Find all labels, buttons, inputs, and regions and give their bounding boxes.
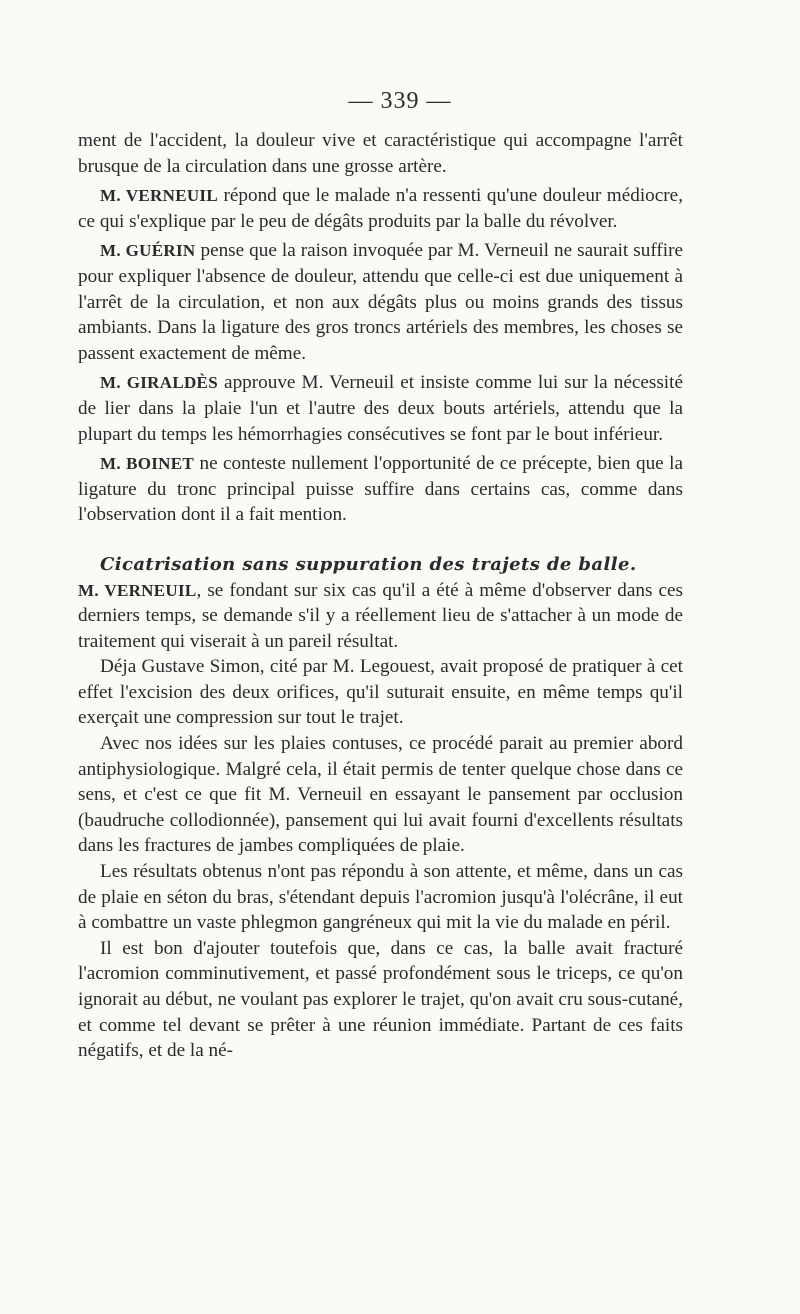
speaker-name: M. VERNEUIL [78, 580, 197, 600]
paragraph [78, 578, 683, 655]
paragraph-text: , se fondant sur six cas qu'il a été à même d'observer dans ces derniers temps, se demande s'il y a réellement lieu de s'attacher à un mode de traitement qui viserait à un pareil résultat. [78, 579, 683, 652]
speaker-name: M. BOINET [100, 454, 195, 474]
paragraph-text: répond que le malade n'a ressenti qu'une douleur médiocre, ce qui s'explique par le peu de dégâts produits par la balle du révolver. [78, 185, 683, 232]
paragraph-text: pense que la raison invoquée par M. Verneuil ne saurait suffire pour expliquer l'absence de douleur, attendu que celle-ci est due uniquement à l'arrêt de la circulation, et non aux dégâts plus ou moins grands des tissus ambiants. Dans la ligature des gros troncs artériels des membres, les choses se passent exactement de même. [78, 240, 683, 364]
speaker-name: M. GUÉRIN [100, 241, 196, 261]
paragraph: Les résultats obtenus n'ont pas répondu à son attente, et même, dans un cas de plaie en séton du bras, s'étendant depuis l'acromion jusqu'à l'olécrâne, il eut à combattre un vaste phlegmon gangréneux qui mit la vie du malade en péril. [78, 861, 683, 934]
paragraph [78, 451, 683, 528]
speaker-name: M. GIRALDÈS [100, 373, 218, 393]
paragraph-text: ne conteste nullement l'opportunité de ce précepte, bien que la ligature du tronc principal puisse suffire dans certains cas, comme dans l'observation dont il a fait mention. [78, 453, 683, 526]
page-number: — 339 — [348, 88, 452, 114]
paragraph: Déja Gustave Simon, cité par M. Legouest, avait proposé de pratiquer à cet effet l'excision des deux orifices, qu'il suturait ensuite, en même temps qu'il exerçait une compression sur tout le trajet. [78, 656, 683, 729]
paragraph [78, 183, 683, 234]
paragraph: Il est bon d'ajouter toutefois que, dans ce cas, la balle avait fracturé l'acromion comminutivement, et passé profondément sous le triceps, ce qu'on ignorait au début, ne voulant pas explorer le trajet, qu'on avait cru sous-cutané, et comme tel devant se prêter à une réunion immédiate. Partant de ces faits négatifs, et de la né- [78, 937, 683, 1062]
paragraph-text: approuve M. Verneuil et insiste comme lui sur la nécessité de lier dans la plaie l'un et l'autre des deux bouts artériels, attendu que la plupart du temps les hémorrhagies consécutives se font par le bout inférieur. [78, 372, 683, 445]
speaker-name: M. VERNEUIL [100, 186, 218, 206]
paragraph: ment de l'accident, la douleur vive et caractéristique qui accompagne l'arrêt brusque de la circulation dans une grosse artère. [78, 130, 683, 177]
body-text [78, 128, 683, 1064]
paragraph: Avec nos idées sur les plaies contuses, ce procédé parait au premier abord antiphysiologique. Malgré cela, il était permis de tenter quelque chose dans ce sens, et c'est ce que fit M. Verneuil en essayant le pansement par occlusion (baudruche collodionnée), pansement qui lui avait fourni d'excellents résultats dans les fractures de jambes compliquées de plaie. [78, 733, 683, 857]
paragraph [78, 238, 683, 366]
section-title: Cicatrisation sans suppuration des trajets de balle. [100, 553, 637, 575]
paragraph [78, 370, 683, 447]
